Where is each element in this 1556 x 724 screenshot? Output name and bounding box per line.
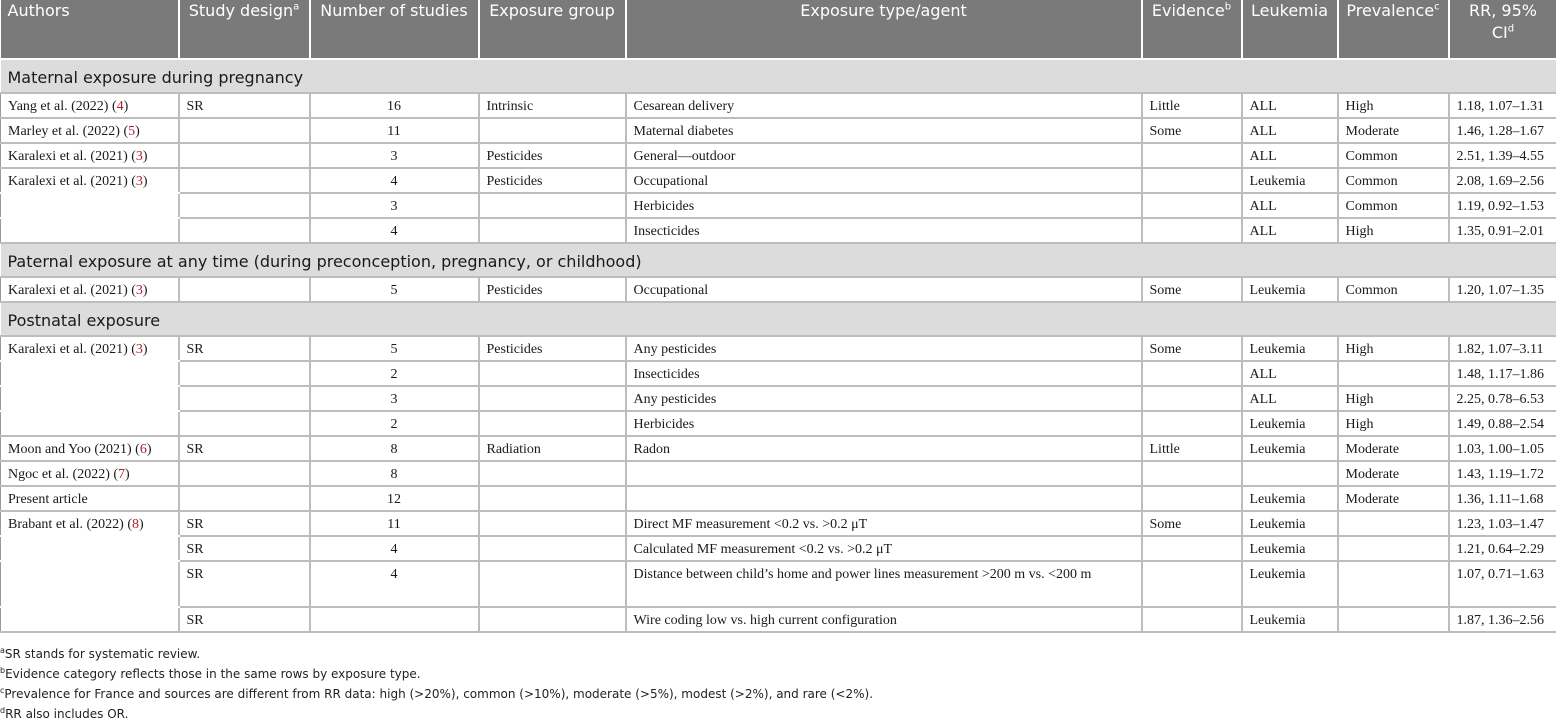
table-row xyxy=(1,336,1556,361)
exposure-group-cell: Radiation xyxy=(479,436,626,461)
evidence-cell xyxy=(1142,218,1242,243)
footnote-mark: b xyxy=(0,666,5,675)
author-cell xyxy=(1,486,179,511)
rr-ci-cell: 2.25, 0.78–6.53 xyxy=(1449,386,1556,411)
rr-ci-cell: 1.20, 1.07–1.35 xyxy=(1449,277,1556,302)
study-design-cell xyxy=(179,411,310,436)
study-design-cell: SR xyxy=(179,436,310,461)
reference-link: 3 xyxy=(136,342,143,357)
evidence-cell xyxy=(1142,536,1242,561)
evidence-cell xyxy=(1142,486,1242,511)
reference-link: 3 xyxy=(136,174,143,189)
exposure-type-cell: Radon xyxy=(626,436,1142,461)
table-header xyxy=(1,0,1556,59)
section-title: Paternal exposure at any time (during preconception, pregnancy, or childhood) xyxy=(1,243,1556,277)
rr-ci-cell: 2.51, 1.39–4.55 xyxy=(1449,143,1556,168)
study-design-cell xyxy=(179,218,310,243)
exposure-type-cell: Cesarean delivery xyxy=(626,93,1142,118)
exposure-group-cell xyxy=(479,386,626,411)
rr-ci-cell: 1.19, 0.92–1.53 xyxy=(1449,193,1556,218)
footnote-text: Evidence category reflects those in the same rows by exposure type. xyxy=(5,667,421,681)
rr-ci-cell: 1.36, 1.11–1.68 xyxy=(1449,486,1556,511)
exposure-type-cell: Distance between child’s home and power lines measurement >200 m vs. <200 m xyxy=(626,561,1142,607)
leukemia-cell: ALL xyxy=(1242,193,1338,218)
number-of-studies-cell: 4 xyxy=(310,536,479,561)
evidence-cell xyxy=(1142,386,1242,411)
exposure-group-cell xyxy=(479,536,626,561)
prevalence-cell xyxy=(1338,607,1449,632)
prevalence-cell: High xyxy=(1338,386,1449,411)
table-row xyxy=(1,218,1556,243)
number-of-studies-cell: 2 xyxy=(310,361,479,386)
number-of-studies-cell: 4 xyxy=(310,168,479,193)
study-design-cell: SR xyxy=(179,511,310,536)
author-name: Karalexi et al. (2021) ( xyxy=(8,283,136,298)
column-header-text: RR, 95% CI xyxy=(1469,1,1537,42)
prevalence-cell: High xyxy=(1338,336,1449,361)
evidence-cell xyxy=(1142,361,1242,386)
author-cell xyxy=(1,361,179,386)
reference-link: 6 xyxy=(140,442,147,457)
header-row xyxy=(1,0,1556,59)
study-design-cell: SR xyxy=(179,336,310,361)
exposure-type-cell: Insecticides xyxy=(626,218,1142,243)
footnote-mark: c xyxy=(0,686,4,695)
prevalence-cell: Common xyxy=(1338,143,1449,168)
study-design-cell: SR xyxy=(179,93,310,118)
author-name: Yang et al. (2022) ( xyxy=(8,99,117,114)
reference-close-paren: ) xyxy=(147,442,152,457)
footnote-mark: d xyxy=(0,706,5,715)
exposure-type-cell: Calculated MF measurement <0.2 vs. >0.2 μT xyxy=(626,536,1142,561)
table-row xyxy=(1,561,1556,607)
exposure-type-cell: Occupational xyxy=(626,168,1142,193)
exposure-type-cell: Maternal diabetes xyxy=(626,118,1142,143)
author-cell xyxy=(1,143,179,168)
table-row xyxy=(1,143,1556,168)
prevalence-cell: Moderate xyxy=(1338,461,1449,486)
column-header-rr-ci xyxy=(1449,0,1556,59)
author-cell xyxy=(1,336,179,361)
prevalence-cell: Moderate xyxy=(1338,486,1449,511)
table-row xyxy=(1,607,1556,632)
evidence-cell xyxy=(1142,168,1242,193)
leukemia-cell: ALL xyxy=(1242,143,1338,168)
column-header-exposure-group xyxy=(479,0,626,59)
exposure-type-cell: Herbicides xyxy=(626,411,1142,436)
number-of-studies-cell: 2 xyxy=(310,411,479,436)
number-of-studies-cell xyxy=(310,607,479,632)
section-row xyxy=(1,59,1556,93)
table-row xyxy=(1,118,1556,143)
exposure-group-cell: Pesticides xyxy=(479,277,626,302)
study-design-cell xyxy=(179,143,310,168)
author-name: Marley et al. (2022) ( xyxy=(8,124,128,139)
evidence-cell: Some xyxy=(1142,336,1242,361)
leukemia-cell: Leukemia xyxy=(1242,168,1338,193)
author-cell xyxy=(1,436,179,461)
footnote-mark: a xyxy=(293,2,299,13)
author-cell xyxy=(1,168,179,193)
exposure-group-cell xyxy=(479,411,626,436)
column-header-study-design xyxy=(179,0,310,59)
section-title: Maternal exposure during pregnancy xyxy=(1,59,1556,93)
prevalence-cell xyxy=(1338,511,1449,536)
rr-ci-cell: 2.08, 1.69–2.56 xyxy=(1449,168,1556,193)
table-row xyxy=(1,277,1556,302)
study-design-cell xyxy=(179,168,310,193)
evidence-cell: Little xyxy=(1142,436,1242,461)
exposure-type-cell: Occupational xyxy=(626,277,1142,302)
evidence-cell: Some xyxy=(1142,511,1242,536)
reference-close-paren: ) xyxy=(143,174,148,189)
exposure-type-cell: Any pesticides xyxy=(626,336,1142,361)
prevalence-cell: Common xyxy=(1338,277,1449,302)
reference-link: 4 xyxy=(117,99,124,114)
author-name: Present article xyxy=(8,492,88,507)
author-cell xyxy=(1,561,179,607)
reference-close-paren: ) xyxy=(124,99,129,114)
reference-link: 7 xyxy=(118,467,125,482)
column-header-text: Leukemia xyxy=(1251,1,1328,20)
exposure-group-cell: Pesticides xyxy=(479,336,626,361)
exposure-group-cell xyxy=(479,561,626,607)
leukemia-cell: ALL xyxy=(1242,118,1338,143)
exposure-group-cell xyxy=(479,193,626,218)
leukemia-cell: Leukemia xyxy=(1242,336,1338,361)
column-header-authors xyxy=(1,0,179,59)
section-title: Postnatal exposure xyxy=(1,302,1556,336)
table-row xyxy=(1,486,1556,511)
author-cell xyxy=(1,461,179,486)
exposure-type-cell: Direct MF measurement <0.2 vs. >0.2 μT xyxy=(626,511,1142,536)
column-header-text: Prevalence xyxy=(1346,1,1434,20)
leukemia-cell: Leukemia xyxy=(1242,536,1338,561)
reference-close-paren: ) xyxy=(135,124,140,139)
author-cell xyxy=(1,411,179,436)
number-of-studies-cell: 3 xyxy=(310,386,479,411)
prevalence-cell xyxy=(1338,561,1449,607)
study-design-cell xyxy=(179,118,310,143)
rr-ci-cell: 1.87, 1.36–2.56 xyxy=(1449,607,1556,632)
author-name: Karalexi et al. (2021) ( xyxy=(8,174,136,189)
footnote xyxy=(0,661,1556,681)
exposure-group-cell xyxy=(479,361,626,386)
leukemia-cell: ALL xyxy=(1242,218,1338,243)
rr-ci-cell: 1.03, 1.00–1.05 xyxy=(1449,436,1556,461)
exposure-group-cell: Pesticides xyxy=(479,168,626,193)
prevalence-cell: High xyxy=(1338,411,1449,436)
exposure-type-cell: Wire coding low vs. high current configuration xyxy=(626,607,1142,632)
footnotes xyxy=(0,641,1556,721)
leukemia-cell: ALL xyxy=(1242,386,1338,411)
column-header-text: Number of studies xyxy=(320,1,467,20)
footnote-mark: a xyxy=(0,646,5,655)
study-design-cell: SR xyxy=(179,536,310,561)
reference-link: 3 xyxy=(136,149,143,164)
author-name: Brabant et al. (2022) ( xyxy=(8,517,132,532)
evidence-cell xyxy=(1142,411,1242,436)
exposure-type-cell: Any pesticides xyxy=(626,386,1142,411)
column-header-exposure-type xyxy=(626,0,1142,59)
column-header-text: Exposure type/agent xyxy=(800,1,967,20)
study-design-cell: SR xyxy=(179,561,310,607)
rr-ci-cell: 1.49, 0.88–2.54 xyxy=(1449,411,1556,436)
footnote-mark: b xyxy=(1225,2,1231,13)
exposure-group-cell xyxy=(479,461,626,486)
leukemia-cell: Leukemia xyxy=(1242,411,1338,436)
author-name: Moon and Yoo (2021) ( xyxy=(8,442,140,457)
column-header-prevalence xyxy=(1338,0,1449,59)
prevalence-cell: Moderate xyxy=(1338,118,1449,143)
number-of-studies-cell: 8 xyxy=(310,436,479,461)
column-header-text: Exposure group xyxy=(489,1,615,20)
number-of-studies-cell: 3 xyxy=(310,193,479,218)
leukemia-cell: Leukemia xyxy=(1242,277,1338,302)
author-name: Karalexi et al. (2021) ( xyxy=(8,149,136,164)
reference-close-paren: ) xyxy=(143,149,148,164)
leukemia-cell: Leukemia xyxy=(1242,607,1338,632)
author-cell xyxy=(1,277,179,302)
number-of-studies-cell: 8 xyxy=(310,461,479,486)
prevalence-cell: Common xyxy=(1338,168,1449,193)
author-cell xyxy=(1,511,179,536)
evidence-cell xyxy=(1142,607,1242,632)
table-row xyxy=(1,168,1556,193)
author-cell xyxy=(1,93,179,118)
study-design-cell xyxy=(179,193,310,218)
rr-ci-cell: 1.18, 1.07–1.31 xyxy=(1449,93,1556,118)
author-cell xyxy=(1,386,179,411)
section-row xyxy=(1,302,1556,336)
evidence-cell xyxy=(1142,143,1242,168)
rr-ci-cell: 1.82, 1.07–3.11 xyxy=(1449,336,1556,361)
rr-ci-cell: 1.35, 0.91–2.01 xyxy=(1449,218,1556,243)
exposure-group-cell xyxy=(479,486,626,511)
study-design-cell xyxy=(179,461,310,486)
leukemia-cell: Leukemia xyxy=(1242,486,1338,511)
column-header-number-of-studies xyxy=(310,0,479,59)
number-of-studies-cell: 16 xyxy=(310,93,479,118)
evidence-cell: Some xyxy=(1142,118,1242,143)
table-row xyxy=(1,536,1556,561)
table-row xyxy=(1,193,1556,218)
study-design-cell xyxy=(179,386,310,411)
table-row xyxy=(1,436,1556,461)
leukemia-cell: ALL xyxy=(1242,361,1338,386)
number-of-studies-cell: 5 xyxy=(310,336,479,361)
exposure-group-cell xyxy=(479,118,626,143)
prevalence-cell xyxy=(1338,361,1449,386)
leukemia-cell: ALL xyxy=(1242,93,1338,118)
column-header-text: Authors xyxy=(8,1,70,20)
footnote-text: RR also includes OR. xyxy=(5,707,128,721)
reference-close-paren: ) xyxy=(139,517,144,532)
study-design-cell xyxy=(179,361,310,386)
reference-link: 5 xyxy=(128,124,135,139)
author-cell xyxy=(1,536,179,561)
study-design-cell xyxy=(179,486,310,511)
evidence-cell xyxy=(1142,561,1242,607)
exposure-group-cell: Pesticides xyxy=(479,143,626,168)
leukemia-cell: Leukemia xyxy=(1242,561,1338,607)
reference-close-paren: ) xyxy=(143,342,148,357)
exposure-group-cell xyxy=(479,218,626,243)
exposure-group-cell xyxy=(479,607,626,632)
reference-close-paren: ) xyxy=(143,283,148,298)
footnote-text: Prevalence for France and sources are different from RR data: high (>20%), common (>10%), moderate (>5%), modest (>2%), and rare (<2%). xyxy=(4,687,873,701)
leukemia-cell: Leukemia xyxy=(1242,436,1338,461)
column-header-evidence xyxy=(1142,0,1242,59)
leukemia-cell xyxy=(1242,461,1338,486)
rr-ci-cell: 1.21, 0.64–2.29 xyxy=(1449,536,1556,561)
evidence-cell xyxy=(1142,461,1242,486)
column-header-text: Evidence xyxy=(1152,1,1225,20)
footnote-mark: c xyxy=(1434,2,1440,13)
study-design-cell: SR xyxy=(179,607,310,632)
reference-link: 8 xyxy=(132,517,139,532)
author-cell xyxy=(1,607,179,632)
author-name: Ngoc et al. (2022) ( xyxy=(8,467,118,482)
prevalence-cell: High xyxy=(1338,218,1449,243)
column-header-text: Study design xyxy=(189,1,293,20)
evidence-cell xyxy=(1142,193,1242,218)
rr-ci-cell: 1.23, 1.03–1.47 xyxy=(1449,511,1556,536)
exposure-group-cell xyxy=(479,511,626,536)
study-design-cell xyxy=(179,277,310,302)
footnote-mark: d xyxy=(1508,24,1514,35)
prevalence-cell: Common xyxy=(1338,193,1449,218)
evidence-cell: Little xyxy=(1142,93,1242,118)
evidence-cell: Some xyxy=(1142,277,1242,302)
leukemia-cell: Leukemia xyxy=(1242,511,1338,536)
footnote xyxy=(0,701,1556,721)
footnote xyxy=(0,681,1556,701)
exposure-type-cell: Herbicides xyxy=(626,193,1142,218)
number-of-studies-cell: 11 xyxy=(310,511,479,536)
number-of-studies-cell: 3 xyxy=(310,143,479,168)
number-of-studies-cell: 4 xyxy=(310,218,479,243)
table-row xyxy=(1,461,1556,486)
section-row xyxy=(1,243,1556,277)
footnote xyxy=(0,641,1556,661)
author-cell xyxy=(1,193,179,218)
reference-link: 3 xyxy=(136,283,143,298)
reference-close-paren: ) xyxy=(125,467,130,482)
number-of-studies-cell: 12 xyxy=(310,486,479,511)
table-body xyxy=(1,59,1556,632)
prevalence-cell: Moderate xyxy=(1338,436,1449,461)
author-name: Karalexi et al. (2021) ( xyxy=(8,342,136,357)
table-row xyxy=(1,361,1556,386)
column-header-leukemia xyxy=(1242,0,1338,59)
table-row xyxy=(1,386,1556,411)
number-of-studies-cell: 4 xyxy=(310,561,479,607)
rr-ci-cell: 1.48, 1.17–1.86 xyxy=(1449,361,1556,386)
number-of-studies-cell: 11 xyxy=(310,118,479,143)
rr-ci-cell: 1.43, 1.19–1.72 xyxy=(1449,461,1556,486)
exposure-type-cell xyxy=(626,461,1142,486)
prevalence-cell: High xyxy=(1338,93,1449,118)
exposure-type-cell: Insecticides xyxy=(626,361,1142,386)
prevalence-cell xyxy=(1338,536,1449,561)
rr-ci-cell: 1.46, 1.28–1.67 xyxy=(1449,118,1556,143)
rr-ci-cell: 1.07, 0.71–1.63 xyxy=(1449,561,1556,607)
exposure-type-cell xyxy=(626,486,1142,511)
footnote-text: SR stands for systematic review. xyxy=(5,647,200,661)
table-row xyxy=(1,411,1556,436)
author-cell xyxy=(1,118,179,143)
table-row xyxy=(1,93,1556,118)
author-cell xyxy=(1,218,179,243)
number-of-studies-cell: 5 xyxy=(310,277,479,302)
exposure-type-cell: General—outdoor xyxy=(626,143,1142,168)
exposure-group-cell: Intrinsic xyxy=(479,93,626,118)
table-row xyxy=(1,511,1556,536)
